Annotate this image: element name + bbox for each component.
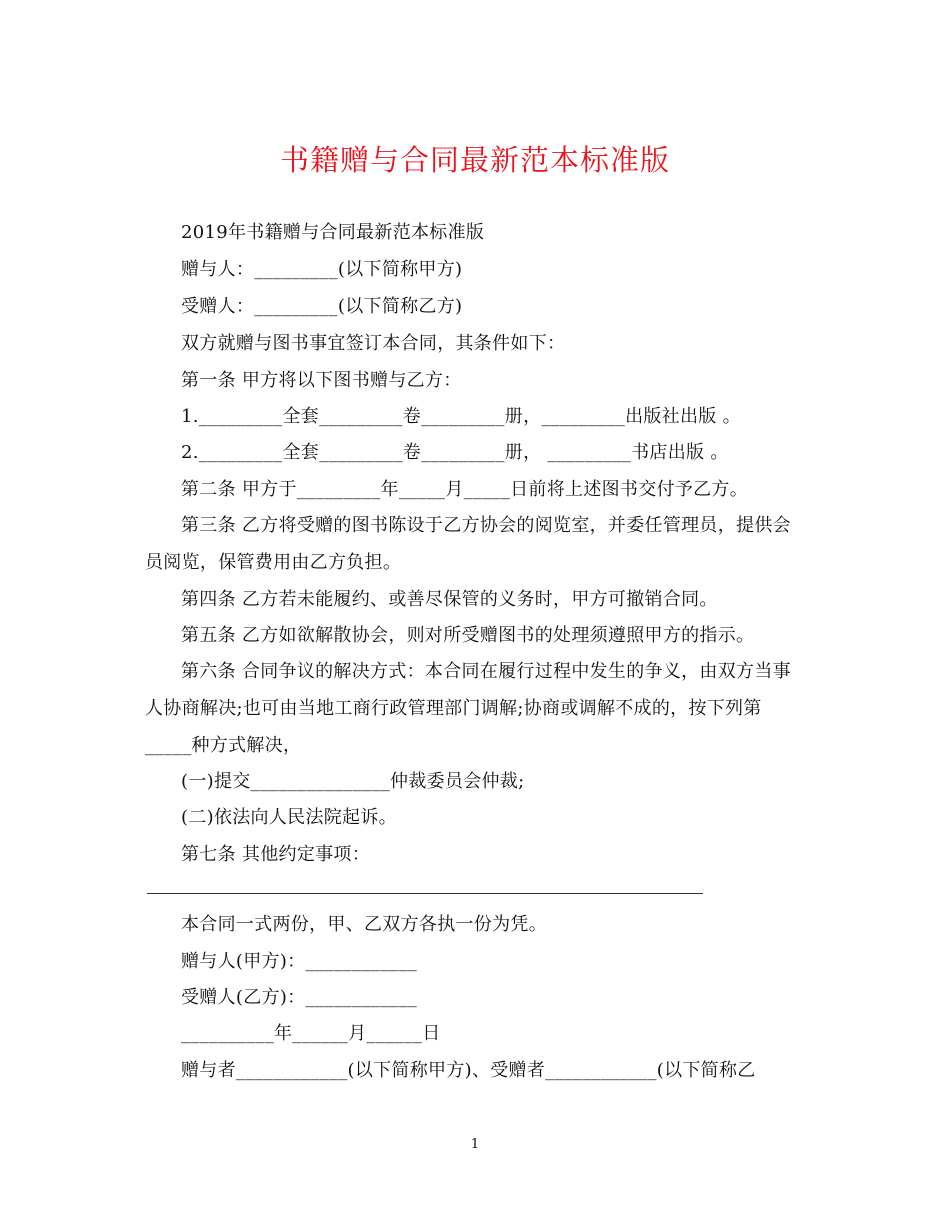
intro-paragraph: 双方就赠与图书事宜签订本合同，其条件如下： [181,333,566,354]
article-2: 第二条 甲方于_________年_____月_____日前将上述图书交付予乙方。 [181,479,749,500]
signature-date: __________年______月______日 [181,1023,441,1044]
book-item-2: 2._________全套_________卷_________册， _________书店出版 。 [181,442,729,463]
article-6-line-1: 第六条 合同争议的解决方式：本合同在履行过程中发生的争义，由双方当事 [181,661,791,682]
article-6-line-3: _____种方式解决， [145,735,302,756]
subtitle-line: 2019年书籍赠与合同最新范本标准版 [181,222,485,243]
article-3-line-1: 第三条 乙方将受赠的图书陈设于乙方协会的阅览室，并委任管理员，提供会 [181,515,791,536]
blank-fill-line [147,893,703,894]
recipient-signature: 受赠人(乙方)：____________ [181,987,418,1008]
article-5: 第五条 乙方如欲解散协会，则对所受赠图书的处理须遵照甲方的指示。 [181,625,755,646]
page-number: 1 [470,1137,480,1152]
article-1-heading: 第一条 甲方将以下图书赠与乙方： [181,370,462,391]
lawsuit-option: (二)依法向人民法院起诉。 [181,807,397,828]
article-3-line-2: 员阅览，保管费用由乙方负担。 [145,552,402,573]
book-item-1: 1._________全套_________卷_________册，_________出版社出版 。 [181,406,741,427]
arbitration-option: (一)提交_______________仲裁委员会仲裁; [181,771,525,792]
document-title: 书籍赠与合同最新范本标准版 [279,143,670,177]
second-contract-opening: 赠与者____________(以下简称甲方)、受赠者____________(以下简称乙 [181,1060,756,1081]
donor-signature: 赠与人(甲方)：____________ [181,951,418,972]
article-4: 第四条 乙方若未能履约、或善尽保管的义务时，甲方可撤销合同。 [181,589,718,610]
copies-clause: 本合同一式两份，甲、乙双方各执一份为凭。 [181,914,547,935]
article-6-line-2: 人协商解决;也可由当地工商行政管理部门调解;协商或调解不成的，按下列第 [145,698,762,719]
article-7-heading: 第七条 其他约定事项： [181,844,371,865]
donor-line: 赠与人：_________(以下简称甲方) [181,259,463,280]
recipient-line: 受赠人：_________(以下简称乙方) [181,296,463,317]
